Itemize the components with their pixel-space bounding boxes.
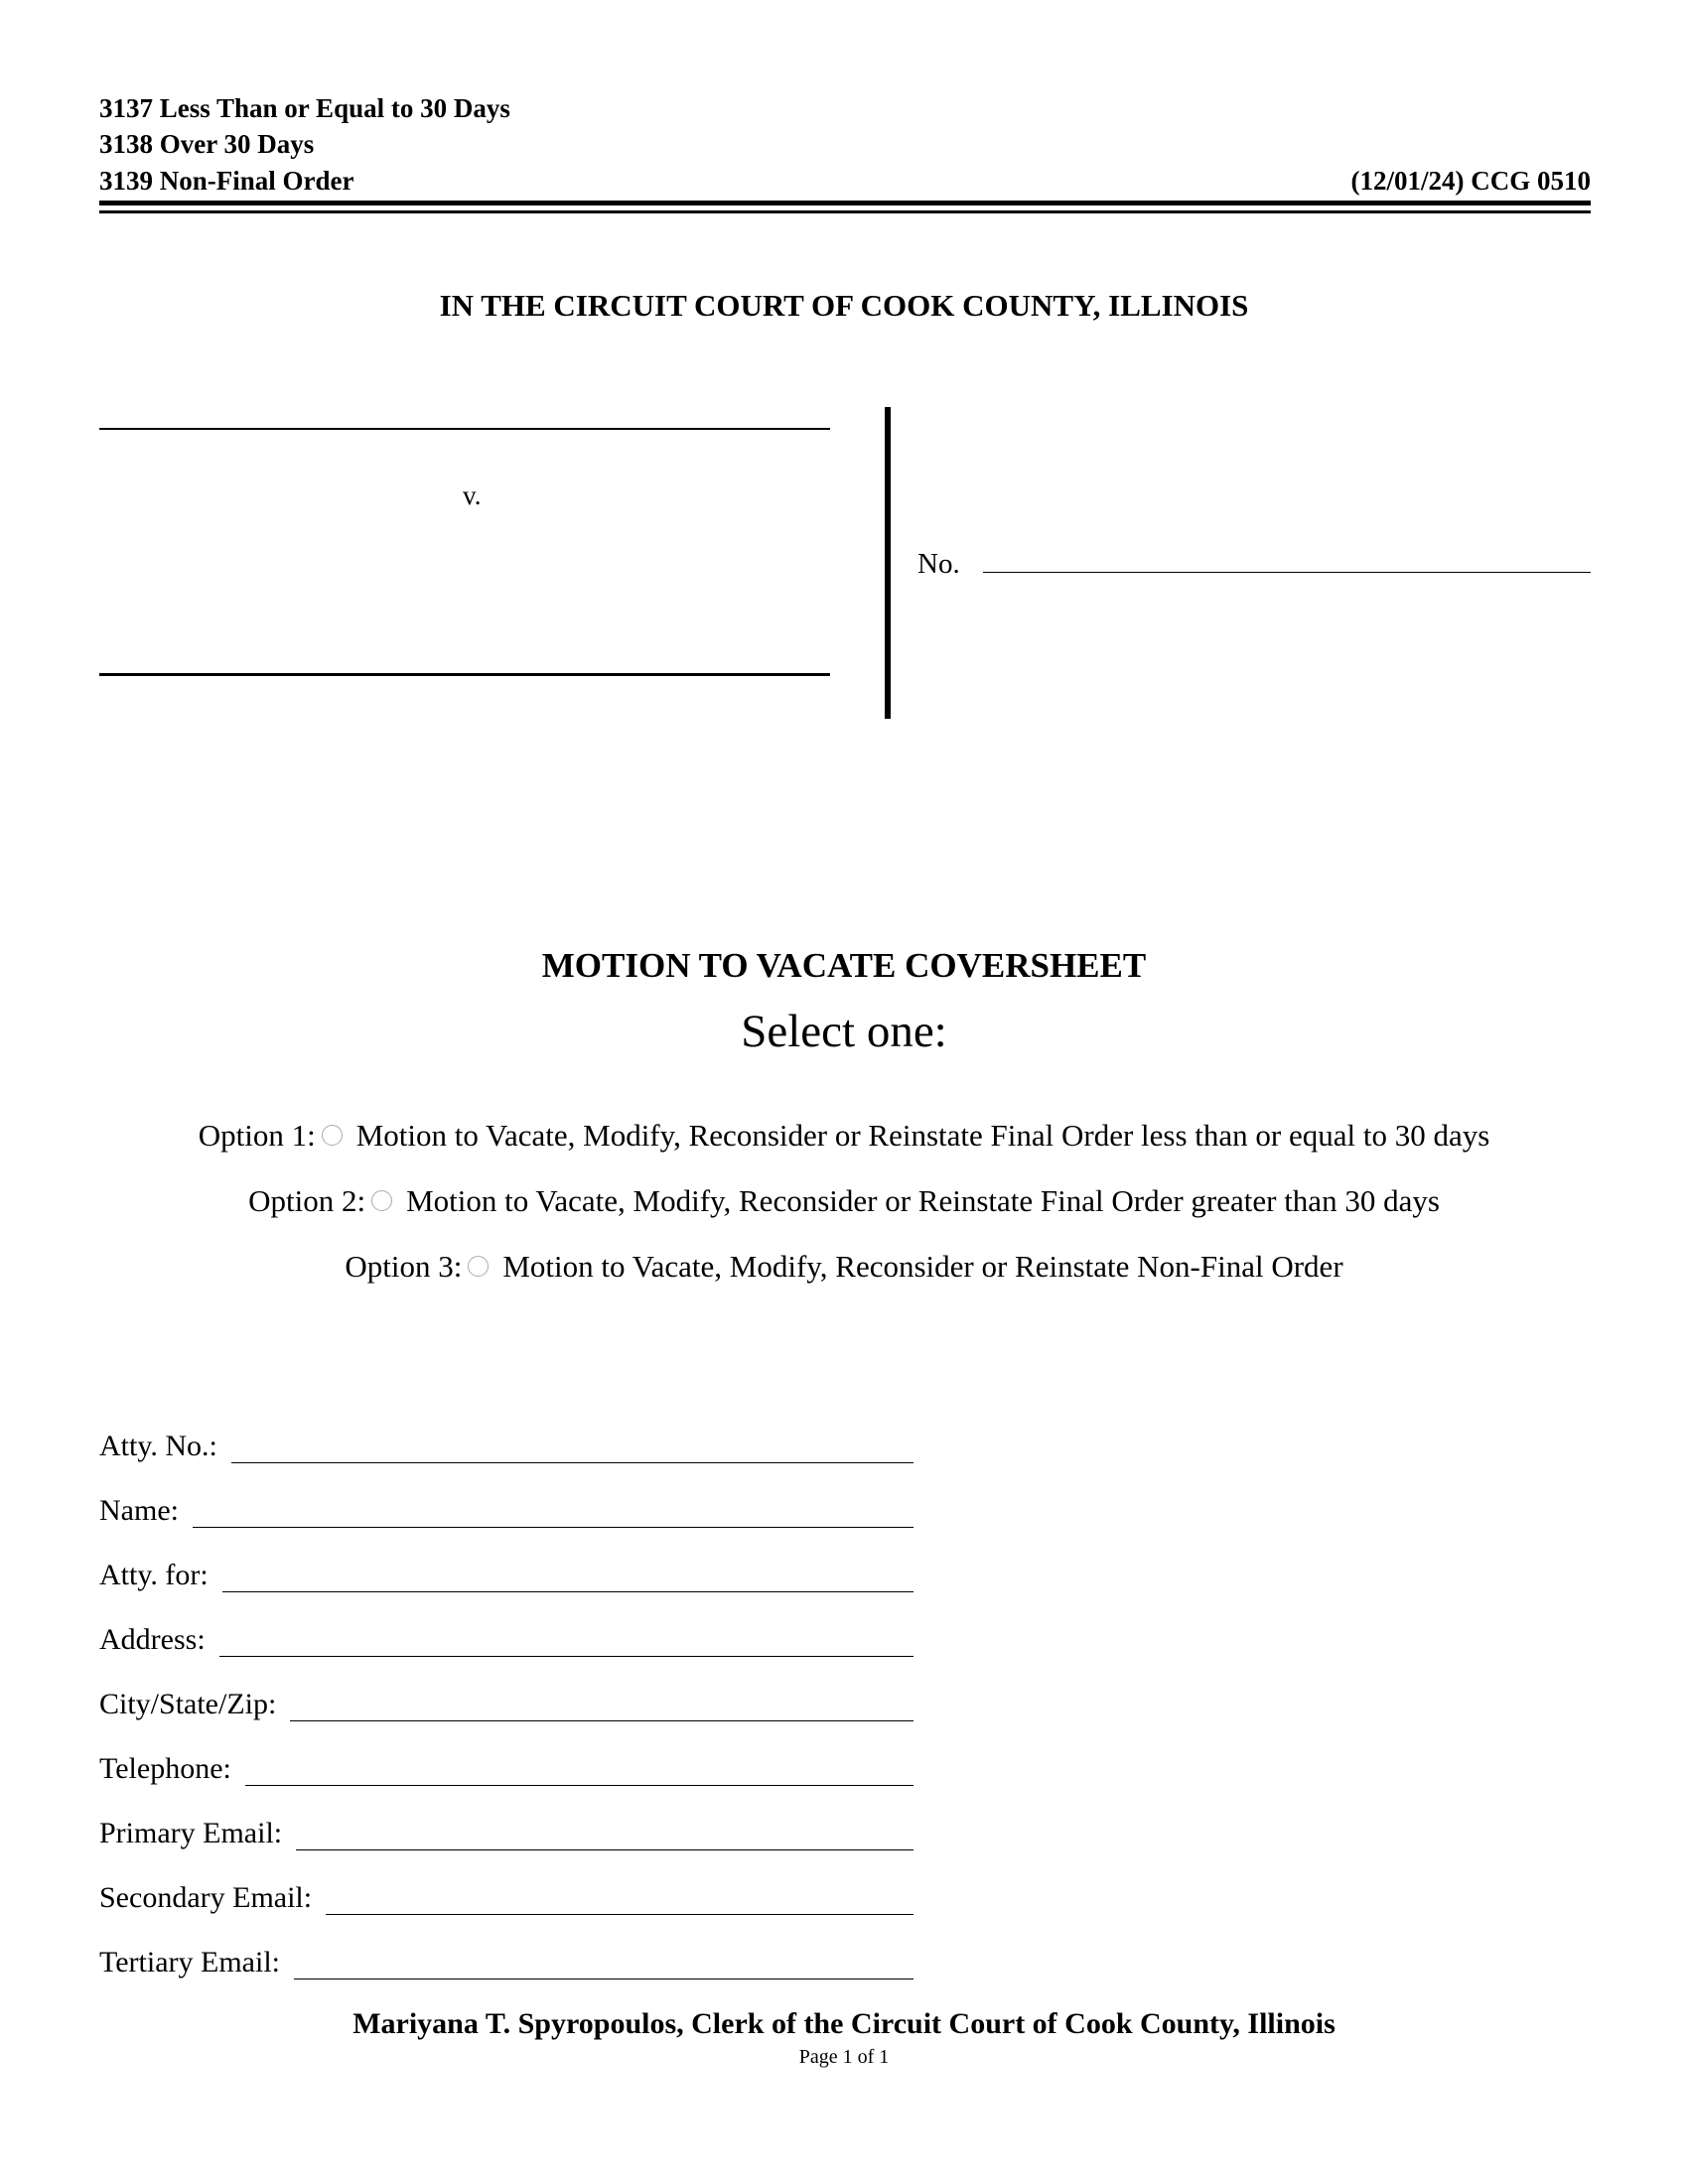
option-2-text: Motion to Vacate, Modify, Reconsider or Reinstate Final Order greater than 30 days bbox=[406, 1183, 1440, 1218]
atty-no-row bbox=[99, 1430, 914, 1463]
address-field[interactable] bbox=[219, 1630, 914, 1657]
plaintiff-line[interactable] bbox=[99, 428, 830, 430]
option-1[interactable] bbox=[0, 1118, 1688, 1154]
atty-no-label: Atty. No.: bbox=[99, 1430, 217, 1462]
select-one-label: Select one: bbox=[741, 1006, 947, 1057]
secondary-email-row bbox=[99, 1881, 914, 1915]
versus-label: v. bbox=[463, 480, 482, 510]
motion-title: MOTION TO VACATE COVERSHEET bbox=[541, 946, 1147, 985]
option-3-text: Motion to Vacate, Modify, Reconsider or Reinstate Non-Final Order bbox=[502, 1249, 1343, 1284]
atty-for-label: Atty. for: bbox=[99, 1559, 209, 1591]
header-code-3138: 3138 Over 30 Days bbox=[99, 129, 315, 159]
atty-for-field[interactable] bbox=[222, 1566, 914, 1592]
telephone-row bbox=[99, 1752, 914, 1786]
name-row bbox=[99, 1494, 914, 1528]
header-rule-thick bbox=[99, 201, 1591, 205]
primary-email-label: Primary Email: bbox=[99, 1817, 283, 1849]
option-3-label: Option 3: bbox=[345, 1249, 463, 1284]
court-title: IN THE CIRCUIT COURT OF COOK COUNTY, ILLINOIS bbox=[439, 288, 1249, 323]
city-state-zip-label: City/State/Zip: bbox=[99, 1688, 277, 1720]
tertiary-email-label: Tertiary Email: bbox=[99, 1946, 280, 1979]
address-row bbox=[99, 1623, 914, 1657]
option-3[interactable] bbox=[0, 1249, 1688, 1285]
option-3-radio[interactable] bbox=[468, 1256, 489, 1277]
address-label: Address: bbox=[99, 1623, 206, 1656]
header-rule-thin bbox=[99, 210, 1591, 213]
option-2-label: Option 2: bbox=[248, 1183, 366, 1218]
option-1-text: Motion to Vacate, Modify, Reconsider or Reinstate Final Order less than or equal to 30 days bbox=[355, 1118, 1490, 1153]
telephone-label: Telephone: bbox=[99, 1752, 231, 1785]
primary-email-field[interactable] bbox=[296, 1824, 914, 1850]
atty-no-field[interactable] bbox=[231, 1436, 914, 1463]
option-2-radio[interactable] bbox=[371, 1190, 392, 1211]
atty-for-row bbox=[99, 1559, 914, 1592]
case-no-label: No. bbox=[917, 548, 960, 580]
secondary-email-field[interactable] bbox=[326, 1888, 914, 1915]
form-id: (12/01/24) CCG 0510 bbox=[1350, 166, 1591, 196]
option-2[interactable] bbox=[0, 1183, 1688, 1219]
city-state-zip-field[interactable] bbox=[290, 1695, 914, 1721]
tertiary-email-row bbox=[99, 1946, 914, 1979]
option-1-radio[interactable] bbox=[322, 1125, 343, 1146]
tertiary-email-field[interactable] bbox=[294, 1953, 914, 1979]
name-field[interactable] bbox=[193, 1501, 914, 1528]
caption-divider bbox=[885, 407, 891, 719]
case-no-field[interactable] bbox=[983, 572, 1591, 573]
header-code-3137: 3137 Less Than or Equal to 30 Days bbox=[99, 93, 510, 123]
header-code-3139: 3139 Non-Final Order bbox=[99, 166, 354, 196]
option-1-label: Option 1: bbox=[198, 1118, 316, 1153]
secondary-email-label: Secondary Email: bbox=[99, 1881, 313, 1914]
name-label: Name: bbox=[99, 1494, 179, 1527]
telephone-field[interactable] bbox=[245, 1759, 914, 1786]
defendant-line[interactable] bbox=[99, 673, 830, 676]
page-number: Page 1 of 1 bbox=[798, 2046, 890, 2068]
city-state-zip-row bbox=[99, 1688, 914, 1721]
primary-email-row bbox=[99, 1817, 914, 1850]
clerk-footer: Mariyana T. Spyropoulos, Clerk of the Circuit Court of Cook County, Illinois bbox=[352, 2007, 1336, 2040]
